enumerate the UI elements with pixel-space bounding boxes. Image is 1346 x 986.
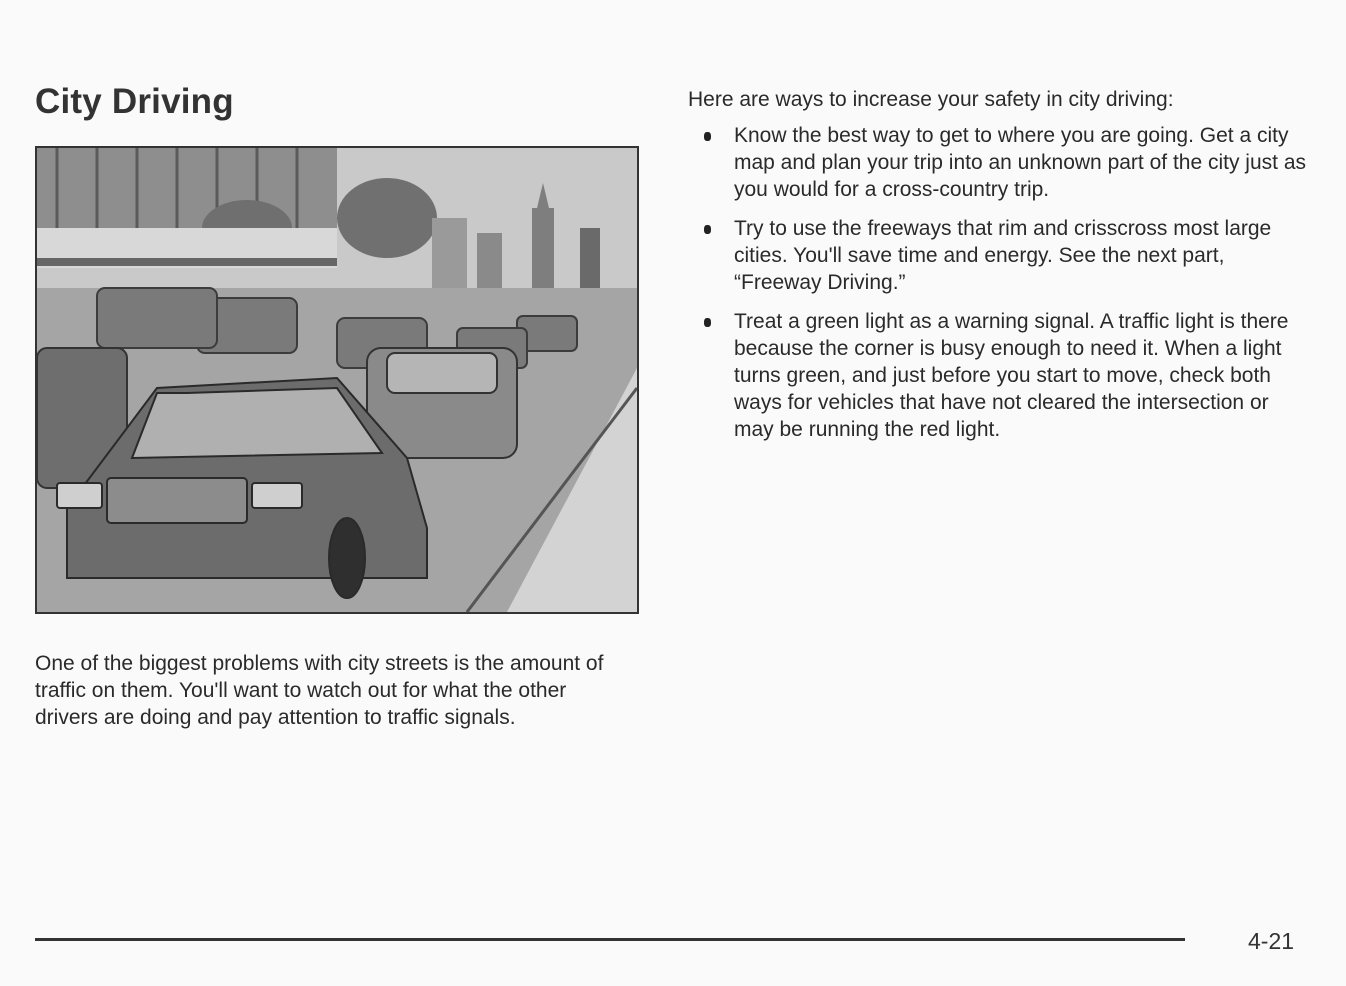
- city-traffic-illustration: [35, 146, 639, 614]
- list-item: [688, 215, 1308, 296]
- bullet-icon: [704, 225, 711, 234]
- footer-rule: [35, 938, 1185, 941]
- list-item: [688, 122, 1308, 203]
- tip-text: Try to use the freeways that rim and crisscross most large cities. You'll save time and energy. See the next part, “Freeway Driving.”: [734, 217, 1272, 294]
- right-column: [688, 86, 1308, 455]
- safety-tips-list: [688, 122, 1308, 443]
- safety-lead: Here are ways to increase your safety in city driving:: [688, 88, 1174, 111]
- bullet-icon: [704, 132, 711, 141]
- left-column: [35, 80, 645, 729]
- page-title: City Driving: [35, 82, 234, 121]
- list-item: [688, 308, 1308, 443]
- page-number: 4-21: [1248, 928, 1295, 954]
- bullet-icon: [704, 318, 711, 327]
- tip-text: Know the best way to get to where you are going. Get a city map and plan your trip into an unknown part of the city just as you would for a cross-country trip.: [734, 124, 1306, 201]
- intro-paragraph: One of the biggest problems with city streets is the amount of traffic on them. You'll want to watch out for what the other drivers are doing and pay attention to traffic signals.: [35, 652, 604, 729]
- tip-text: Treat a green light as a warning signal. A traffic light is there because the corner is busy enough to need it. When a light turns green, and just before you start to move, check both ways for vehicles that have not cleared the intersection or may be running the red light.: [734, 310, 1289, 441]
